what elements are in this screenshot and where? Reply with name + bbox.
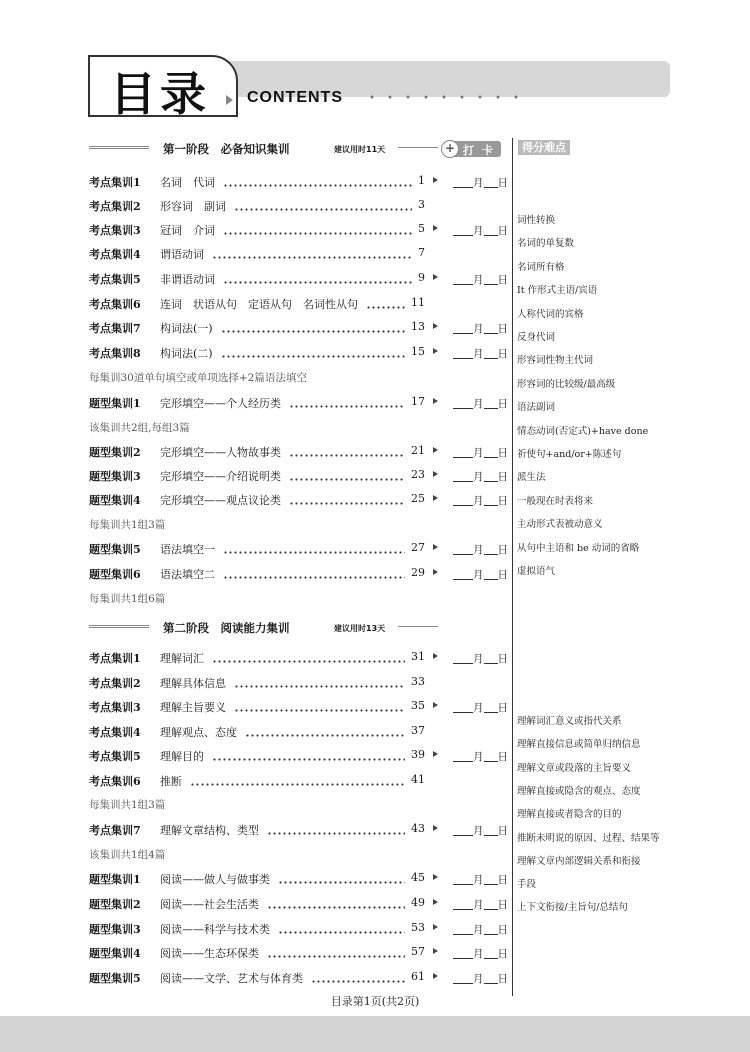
difficulty-note: 名词的单复数	[517, 238, 575, 249]
month-label: 月	[473, 702, 484, 714]
stage2-title: 第二阶段 阅读能力集训	[163, 621, 290, 635]
entry-leader-dots	[234, 685, 405, 688]
arrow-icon	[433, 471, 438, 477]
month-label: 月	[473, 225, 484, 237]
month-label: 月	[473, 751, 484, 763]
entry-leader-dots	[223, 232, 412, 235]
arrow-icon	[433, 702, 438, 708]
entry-page-number: 21	[411, 444, 425, 457]
arrow-icon	[433, 948, 438, 954]
entry-leader-dots	[245, 734, 405, 737]
entry-page-number: 1	[418, 174, 425, 187]
entry-label: 考点集训8	[89, 347, 141, 360]
entry-page-number: 49	[411, 896, 425, 909]
entry-page-number: 33	[411, 675, 425, 688]
toc-entry[interactable]	[89, 492, 425, 506]
day-label: 日	[497, 471, 508, 483]
arrow-icon	[433, 973, 438, 979]
toc-entry[interactable]	[89, 822, 425, 836]
entry-leader-dots	[190, 783, 405, 786]
entry-page-number: 57	[411, 945, 425, 958]
checkin-date-field[interactable]	[453, 445, 508, 460]
entry-page-number: 17	[411, 395, 425, 408]
arrow-icon	[433, 653, 438, 659]
entry-title: 完形填空——个人经历类	[160, 397, 281, 410]
month-label: 月	[473, 874, 484, 886]
stage2-right-rule	[398, 626, 438, 627]
day-label: 日	[497, 177, 508, 189]
entry-label: 考点集训7	[89, 322, 141, 335]
difficulty-note: 人称代词的宾格	[517, 309, 584, 320]
toc-entry[interactable]	[89, 345, 425, 359]
checkin-date-field[interactable]	[453, 946, 508, 961]
entry-leader-dots	[221, 330, 405, 333]
entry-label: 题型集训2	[89, 898, 141, 911]
arrow-icon	[433, 323, 438, 329]
entry-page-number: 13	[411, 320, 425, 333]
toc-entry[interactable]	[89, 748, 425, 762]
entry-title: 理解观点、态度	[160, 726, 237, 739]
day-label: 日	[497, 323, 508, 335]
difficulty-note: 一般现在时表将来	[517, 496, 594, 507]
entry-label: 题型集训2	[89, 446, 141, 459]
arrow-icon	[433, 177, 438, 183]
checkin-date-field[interactable]	[453, 823, 508, 838]
entry-page-number: 31	[411, 650, 425, 663]
difficulty-note: 祈使句+and/or+陈述句	[517, 449, 622, 460]
month-label: 月	[473, 544, 484, 556]
group-note: 该集训共2组,每组3篇	[89, 422, 190, 434]
difficulty-note: 语法副词	[517, 402, 556, 413]
stage2-hint: 建议用时13天	[334, 624, 386, 633]
entry-label: 考点集训3	[89, 701, 141, 714]
entry-page-number: 43	[411, 822, 425, 835]
difficulty-note: 从句中主语和 be 动词的省略	[517, 543, 640, 554]
arrow-icon	[433, 825, 438, 831]
arrow-icon	[433, 899, 438, 905]
day-label: 日	[497, 924, 508, 936]
toc-entry[interactable]	[89, 271, 425, 285]
checkin-date-field[interactable]	[453, 897, 508, 912]
checkin-badge	[443, 141, 501, 157]
difficulty-heading: 得分难点	[518, 140, 570, 155]
arrow-icon	[433, 398, 438, 404]
entry-title: 语法填空一	[160, 543, 215, 556]
difficulty-note: 理解直接信息或简单归纳信息	[517, 739, 641, 750]
checkin-date-field[interactable]	[453, 346, 508, 361]
checkin-date-field[interactable]	[453, 971, 508, 986]
group-note: 每集训共1组6篇	[89, 593, 166, 605]
entry-page-number: 41	[411, 773, 425, 786]
toc-entry[interactable]	[89, 395, 425, 409]
difficulty-note: 上下文衔接/主旨句/总结句	[517, 902, 628, 913]
arrow-icon	[433, 544, 438, 550]
difficulty-note: 推断未明说的原因、过程、结果等	[517, 833, 660, 844]
entry-page-number: 29	[411, 566, 425, 579]
checkin-date-field[interactable]	[453, 396, 508, 411]
day-label: 日	[497, 544, 508, 556]
entry-leader-dots	[212, 758, 405, 761]
day-label: 日	[497, 874, 508, 886]
day-label: 日	[497, 225, 508, 237]
stage1-right-rule	[398, 147, 438, 148]
difficulty-note: 理解直接或者隐含的目的	[517, 809, 622, 820]
entry-title: 阅读——做人与做事类	[160, 873, 270, 886]
stage1-title: 第一阶段 必备知识集训	[163, 142, 290, 156]
entry-leader-dots	[212, 660, 405, 663]
month-label: 月	[473, 569, 484, 581]
entry-page-number: 39	[411, 748, 425, 761]
difficulty-note: 形容词性物主代词	[517, 355, 594, 366]
entry-page-number: 25	[411, 492, 425, 505]
day-label: 日	[497, 899, 508, 911]
entry-label: 题型集训3	[89, 470, 141, 483]
arrow-icon	[433, 225, 438, 231]
arrow-icon	[433, 348, 438, 354]
entry-title: 推断	[160, 775, 182, 788]
entry-page-number: 61	[411, 970, 425, 983]
entry-label: 考点集训2	[89, 677, 141, 690]
arrow-icon	[433, 495, 438, 501]
entry-page-number: 9	[418, 271, 425, 284]
group-note: 每集训共1组3篇	[89, 519, 166, 531]
plus-icon: +	[441, 140, 459, 158]
day-label: 日	[497, 495, 508, 507]
entry-title: 理解文章结构、类型	[160, 824, 259, 837]
toc-entry[interactable]	[89, 468, 425, 482]
entry-label: 考点集训6	[89, 775, 141, 788]
difficulty-note: 情态动词(否定式)+have done	[517, 426, 649, 437]
entry-label: 考点集训4	[89, 726, 141, 739]
month-label: 月	[473, 274, 484, 286]
checkin-date-field[interactable]	[453, 700, 508, 715]
arrow-icon	[433, 447, 438, 453]
entry-leader-dots	[223, 551, 405, 554]
entry-title: 形容词 副词	[160, 200, 226, 213]
day-label: 日	[497, 447, 508, 459]
column-divider	[512, 138, 513, 996]
checkin-date-field[interactable]	[453, 469, 508, 484]
difficulty-note: 理解文章或段落的主旨要义	[517, 763, 632, 774]
checkin-date-field[interactable]	[453, 223, 508, 238]
group-note: 每集训30道单句填空或单项选择+2篇语法填空	[89, 372, 307, 384]
difficulty-note: 形容词的比较级/最高级	[517, 379, 616, 390]
arrow-icon	[433, 274, 438, 280]
checkin-date-field[interactable]	[453, 175, 508, 190]
entry-label: 题型集训1	[89, 873, 141, 886]
difficulty-note: 理解文章内部逻辑关系和衔接	[517, 856, 641, 867]
toc-entry[interactable]	[89, 945, 425, 959]
bottom-band	[0, 1016, 750, 1052]
entry-label: 考点集训6	[89, 298, 141, 311]
day-label: 日	[497, 973, 508, 985]
entry-title: 完形填空——介绍说明类	[160, 470, 281, 483]
entry-label: 考点集训4	[89, 248, 141, 261]
entry-leader-dots	[221, 355, 405, 358]
difficulty-note: 虚拟语气	[517, 566, 556, 577]
entry-label: 考点集训5	[89, 273, 141, 286]
day-label: 日	[497, 702, 508, 714]
entry-page-number: 53	[411, 921, 425, 934]
stage1-left-rule	[89, 146, 149, 149]
checkin-date-field[interactable]	[453, 872, 508, 887]
entry-title: 构词法(一)	[160, 322, 213, 335]
toc-entry[interactable]	[89, 724, 425, 738]
toc-entry[interactable]	[89, 541, 425, 555]
month-label: 月	[473, 177, 484, 189]
month-label: 月	[473, 495, 484, 507]
entry-title: 阅读——社会生活类	[160, 898, 259, 911]
entry-label: 题型集训1	[89, 397, 141, 410]
month-label: 月	[473, 653, 484, 665]
entry-page-number: 3	[418, 198, 425, 211]
entry-label: 题型集训6	[89, 568, 141, 581]
toc-entry[interactable]	[89, 675, 425, 689]
checkin-date-field[interactable]	[453, 567, 508, 582]
difficulty-note: 派生法	[517, 472, 546, 483]
entry-leader-dots	[234, 709, 405, 712]
checkin-date-field[interactable]	[453, 272, 508, 287]
entry-title: 理解具体信息	[160, 677, 226, 690]
entry-title: 名词 代词	[160, 176, 215, 189]
entry-page-number: 45	[411, 871, 425, 884]
toc-entry[interactable]	[89, 650, 425, 664]
entry-label: 题型集训5	[89, 543, 141, 556]
difficulty-note: 主动形式表被动意义	[517, 519, 603, 530]
difficulty-note: 名词所有格	[517, 262, 565, 273]
page-subtitle: CONTENTS	[247, 89, 343, 106]
toc-entry[interactable]	[89, 896, 425, 910]
entry-page-number: 35	[411, 699, 425, 712]
header-arrow-icon	[226, 95, 233, 105]
toc-entry[interactable]	[89, 320, 425, 334]
entry-title: 语法填空二	[160, 568, 215, 581]
entry-title: 谓语动词	[160, 248, 204, 261]
entry-title: 连词 状语从句 定语从句 名词性从句	[160, 298, 358, 311]
stage1-hint: 建议用时11天	[334, 145, 386, 154]
month-label: 月	[473, 447, 484, 459]
day-label: 日	[497, 569, 508, 581]
month-label: 月	[473, 398, 484, 410]
entry-label: 题型集训3	[89, 923, 141, 936]
checkin-date-field[interactable]	[453, 321, 508, 336]
arrow-icon	[433, 569, 438, 575]
entry-label: 考点集训1	[89, 176, 141, 189]
entry-title: 构词法(二)	[160, 347, 213, 360]
arrow-icon	[433, 924, 438, 930]
checkin-date-field[interactable]	[453, 493, 508, 508]
stage2-left-rule	[89, 625, 149, 628]
entry-title: 理解主旨要义	[160, 701, 226, 714]
day-label: 日	[497, 751, 508, 763]
day-label: 日	[497, 398, 508, 410]
entry-title: 冠词 介词	[160, 224, 215, 237]
checkin-label: 打 卡	[463, 144, 495, 157]
entry-title: 完形填空——人物故事类	[160, 446, 281, 459]
toc-entry[interactable]	[89, 174, 425, 188]
difficulty-note: It 作形式主语/宾语	[517, 285, 598, 296]
day-label: 日	[497, 274, 508, 286]
header-dots	[363, 95, 523, 99]
entry-title: 阅读——生态环保类	[160, 947, 259, 960]
entry-page-number: 15	[411, 345, 425, 358]
entry-label: 题型集训4	[89, 947, 141, 960]
entry-page-number: 7	[418, 246, 425, 259]
entry-label: 考点集训5	[89, 750, 141, 763]
day-label: 日	[497, 348, 508, 360]
toc-entry[interactable]	[89, 871, 425, 885]
entry-title: 阅读——科学与技术类	[160, 923, 270, 936]
entry-leader-dots	[223, 576, 405, 579]
day-label: 日	[497, 948, 508, 960]
entry-page-number: 37	[411, 724, 425, 737]
toc-entry[interactable]	[89, 222, 425, 236]
month-label: 月	[473, 924, 484, 936]
entry-label: 考点集训2	[89, 200, 141, 213]
checkin-date-field[interactable]	[453, 542, 508, 557]
toc-entry[interactable]	[89, 198, 425, 212]
difficulty-note: 理解直接或隐含的观点、态度	[517, 786, 641, 797]
entry-title: 理解目的	[160, 750, 204, 763]
month-label: 月	[473, 973, 484, 985]
entry-label: 考点集训3	[89, 224, 141, 237]
month-label: 月	[473, 825, 484, 837]
toc-entry[interactable]	[89, 444, 425, 458]
entry-page-number: 5	[418, 222, 425, 235]
entry-page-number: 27	[411, 541, 425, 554]
page-footer: 目录第1页(共2页)	[330, 995, 420, 1008]
toc-entry[interactable]	[89, 246, 425, 260]
month-label: 月	[473, 948, 484, 960]
arrow-icon	[433, 751, 438, 757]
toc-entry[interactable]	[89, 699, 425, 713]
toc-entry[interactable]	[89, 773, 425, 787]
checkin-date-field[interactable]	[453, 749, 508, 764]
entry-label: 考点集训7	[89, 824, 141, 837]
entry-page-number: 11	[411, 296, 425, 309]
entry-title: 完形填空——观点议论类	[160, 494, 281, 507]
entry-label: 考点集训1	[89, 652, 141, 665]
group-note: 该集训共1组4篇	[89, 849, 166, 861]
arrow-icon	[433, 874, 438, 880]
checkin-date-field[interactable]	[453, 651, 508, 666]
month-label: 月	[473, 323, 484, 335]
entry-leader-dots	[212, 256, 412, 259]
entry-leader-dots	[223, 184, 412, 187]
toc-entry[interactable]	[89, 566, 425, 580]
entry-title: 理解词汇	[160, 652, 204, 665]
day-label: 日	[497, 653, 508, 665]
month-label: 月	[473, 471, 484, 483]
month-label: 月	[473, 348, 484, 360]
entry-page-number: 23	[411, 468, 425, 481]
page-title: 目录	[110, 67, 210, 121]
day-label: 日	[497, 825, 508, 837]
entry-leader-dots	[223, 281, 412, 284]
difficulty-note: 反身代词	[517, 332, 556, 343]
group-note: 每集训共1组3篇	[89, 799, 166, 811]
checkin-date-field[interactable]	[453, 922, 508, 937]
entry-label: 题型集训4	[89, 494, 141, 507]
toc-entry[interactable]	[89, 296, 425, 310]
entry-title: 阅读——文学、艺术与体育类	[160, 972, 303, 985]
difficulty-note: 手段	[517, 879, 537, 890]
difficulty-note: 词性转换	[517, 215, 556, 226]
toc-entry[interactable]	[89, 921, 425, 935]
entry-title: 非谓语动词	[160, 273, 215, 286]
toc-entry[interactable]	[89, 970, 425, 984]
entry-label: 题型集训5	[89, 972, 141, 985]
difficulty-note: 理解词汇意义或指代关系	[517, 716, 622, 727]
month-label: 月	[473, 899, 484, 911]
